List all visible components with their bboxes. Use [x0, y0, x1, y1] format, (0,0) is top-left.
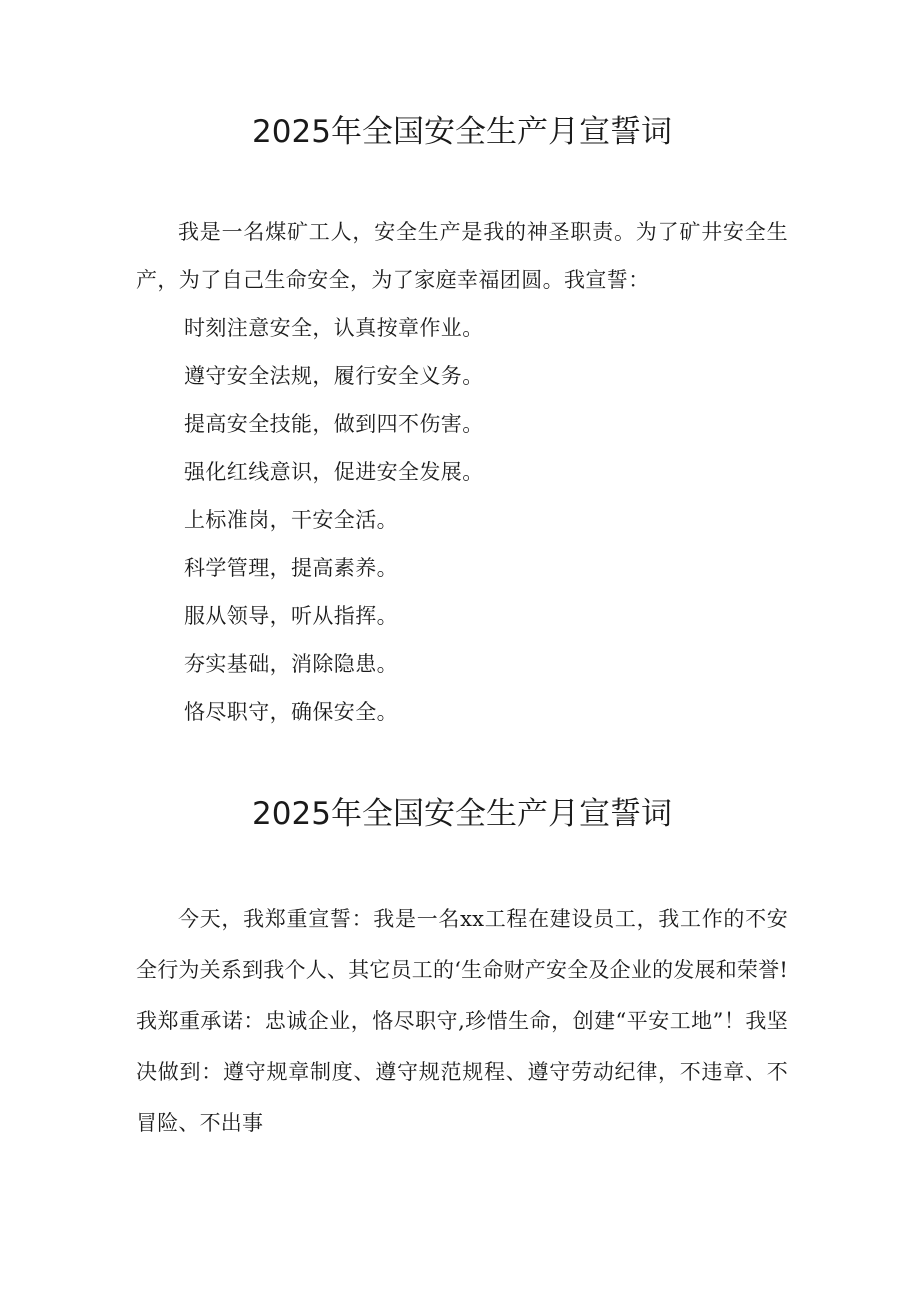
- oath-line-4: 强化红线意识，促进安全发展。: [184, 460, 484, 484]
- oath-line-9: 恪尽职守，确保安全。: [184, 700, 398, 724]
- oath-line-6: 科学管理，提高素养。: [184, 556, 398, 580]
- oath-line-3: 提高安全技能，做到四不伤害。: [184, 412, 484, 436]
- section-1-title: 2025年全国安全生产月宣誓词: [252, 114, 672, 150]
- oath-line-5: 上标准岗，干安全活。: [184, 508, 398, 532]
- section-1-intro: 我是一名煤矿工人，安全生产是我的神圣职责。为了矿井安全生产，为了自己生命安全，为了家庭幸福团圆。我宣誓：: [136, 220, 788, 292]
- oath-line-8: 夯实基础，消除隐患。: [184, 652, 398, 676]
- section-2-title: 2025年全国安全生产月宣誓词: [252, 796, 672, 832]
- oath-line-1: 时刻注意安全，认真按章作业。: [184, 316, 484, 340]
- oath-section-2: [136, 790, 788, 1149]
- section-2-body: 今天，我郑重宣誓：我是一名xx工程在建设员工，我工作的不安全行为关系到我个人、其它员工的‘生命财产安全及企业的发展和荣誉!我郑重承诺：忠诚企业，恪尽职守,珍惜生命，创建“平安工地”！我坚决做到：遵守规章制度、遵守规范规程、遵守劳动纪律，不违章、不冒险、不出事: [136, 907, 788, 1135]
- oath-line-2: 遵守安全法规，履行安全义务。: [184, 364, 484, 388]
- oath-section-1: [136, 108, 788, 736]
- oath-line-7: 服从领导，听从指挥。: [184, 604, 398, 628]
